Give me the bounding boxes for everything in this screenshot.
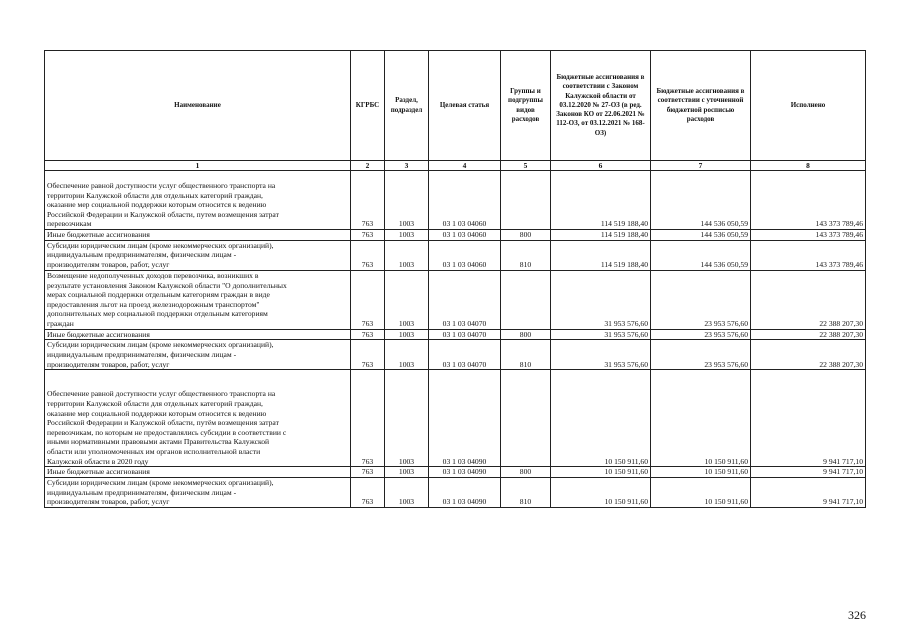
row-group	[501, 171, 551, 230]
row-group: 810	[501, 340, 551, 370]
column-number: 4	[429, 161, 501, 171]
row-law: 31 953 576,60	[551, 340, 651, 370]
row-law: 114 519 188,40	[551, 171, 651, 230]
row-section: 1003	[385, 240, 429, 270]
row-target: 03 1 03 04070	[429, 270, 501, 329]
table-row	[45, 329, 866, 340]
row-section: 1003	[385, 340, 429, 370]
column-number: 3	[385, 161, 429, 171]
row-group: 800	[501, 467, 551, 478]
row-executed: 22 388 207,30	[751, 270, 866, 329]
column-number: 1	[45, 161, 351, 171]
row-section: 1003	[385, 370, 429, 467]
table-row	[45, 270, 866, 329]
header-refined: Бюджетные ассигнования в соответствии с уточненной бюджетной росписью расходов	[651, 51, 751, 161]
row-target: 03 1 03 04060	[429, 240, 501, 270]
row-refined: 144 536 050,59	[651, 230, 751, 241]
row-refined: 23 953 576,60	[651, 329, 751, 340]
row-target: 03 1 03 04090	[429, 477, 501, 507]
table-row	[45, 477, 866, 507]
row-section: 1003	[385, 270, 429, 329]
row-kgrbs: 763	[351, 370, 385, 467]
column-number: 7	[651, 161, 751, 171]
row-executed: 22 388 207,30	[751, 340, 866, 370]
row-group: 810	[501, 477, 551, 507]
column-number-row	[45, 161, 866, 171]
column-number: 2	[351, 161, 385, 171]
row-name: Субсидии юридическим лицам (кроме некоммерческих организаций), индивидуальным предпринимателям, физическим лицам - производителям товаров, работ, услуг	[45, 340, 351, 370]
row-law: 114 519 188,40	[551, 230, 651, 241]
row-section: 1003	[385, 467, 429, 478]
row-group: 810	[501, 240, 551, 270]
row-target: 03 1 03 04070	[429, 329, 501, 340]
row-executed: 143 373 789,46	[751, 171, 866, 230]
row-refined: 23 953 576,60	[651, 270, 751, 329]
row-kgrbs: 763	[351, 477, 385, 507]
row-target: 03 1 03 04060	[429, 171, 501, 230]
row-group: 800	[501, 230, 551, 241]
row-name: Субсидии юридическим лицам (кроме некоммерческих организаций), индивидуальным предпринимателям, физическим лицам - производителям товаров, работ, услуг	[45, 240, 351, 270]
row-law: 114 519 188,40	[551, 240, 651, 270]
table-row	[45, 467, 866, 478]
row-kgrbs: 763	[351, 240, 385, 270]
header-executed: Исполнено	[751, 51, 866, 161]
row-target: 03 1 03 04090	[429, 370, 501, 467]
row-kgrbs: 763	[351, 329, 385, 340]
row-group	[501, 270, 551, 329]
row-executed: 9 941 717,10	[751, 467, 866, 478]
row-group	[501, 370, 551, 467]
row-section: 1003	[385, 230, 429, 241]
row-law: 10 150 911,60	[551, 477, 651, 507]
header-law: Бюджетные ассигнования в соответствии с Законом Калужской области от 03.12.2020 № 27-ОЗ (в ред. Законов КО от 22.06.2021 № 112-ОЗ, от 03.12.2021 № 168-ОЗ)	[551, 51, 651, 161]
row-name: Обеспечение равной доступности услуг общественного транспорта на территории Калужской области для отдельных категорий граждан, оказание мер социальной поддержки которым относится к ведению Российской Федерации и Калужской области, путем возмещения затрат перевозчикам	[45, 171, 351, 230]
row-law: 31 953 576,60	[551, 329, 651, 340]
row-target: 03 1 03 04060	[429, 230, 501, 241]
row-group: 800	[501, 329, 551, 340]
table-row	[45, 230, 866, 241]
row-target: 03 1 03 04090	[429, 467, 501, 478]
row-name: Иные бюджетные ассигнования	[45, 230, 351, 241]
row-refined: 144 536 050,59	[651, 240, 751, 270]
header-target: Целевая статья	[429, 51, 501, 161]
row-name: Возмещение недополученных доходов перевозчика, возникших в результате установления Законом Калужской области "О дополнительных мерах социальной поддержки отдельным категориям граждан в виде предоставления льгот на проезд железнодорожным транспортом" дополнительных мер социальной поддержки отдельным категориям граждан	[45, 270, 351, 329]
row-kgrbs: 763	[351, 340, 385, 370]
header-kgrbs: КГРБС	[351, 51, 385, 161]
row-name: Обеспечение равной доступности услуг общественного транспорта на территории Калужской области для отдельных категорий граждан, оказание мер социальной поддержки которым относится к ведению Российской Федерации и Калужской области, путём возмещения затрат перевозчикам, по которым не предоставлялись субсидии в соответствии с иными нормативными правовыми актами Правительства Калужской области или уполномоченных им органов исполнительной власти Калужской области в 2020 году	[45, 370, 351, 467]
table-row	[45, 340, 866, 370]
row-refined: 10 150 911,60	[651, 477, 751, 507]
header-row	[45, 51, 866, 161]
row-name: Субсидии юридическим лицам (кроме некоммерческих организаций), индивидуальным предпринимателям, физическим лицам - производителям товаров, работ, услуг	[45, 477, 351, 507]
header-name: Наименование	[45, 51, 351, 161]
header-groups: Группы и подгруппы видов расходов	[501, 51, 551, 161]
table-row	[45, 171, 866, 230]
row-law: 31 953 576,60	[551, 270, 651, 329]
row-kgrbs: 763	[351, 467, 385, 478]
row-section: 1003	[385, 171, 429, 230]
row-executed: 143 373 789,46	[751, 240, 866, 270]
row-name: Иные бюджетные ассигнования	[45, 467, 351, 478]
row-executed: 143 373 789,46	[751, 230, 866, 241]
column-number: 5	[501, 161, 551, 171]
row-name: Иные бюджетные ассигнования	[45, 329, 351, 340]
table-row	[45, 370, 866, 467]
row-refined: 10 150 911,60	[651, 370, 751, 467]
header-section: Раздел, подраздел	[385, 51, 429, 161]
row-refined: 10 150 911,60	[651, 467, 751, 478]
row-section: 1003	[385, 329, 429, 340]
column-number: 8	[751, 161, 866, 171]
budget-table	[44, 50, 866, 508]
row-target: 03 1 03 04070	[429, 340, 501, 370]
row-law: 10 150 911,60	[551, 467, 651, 478]
row-law: 10 150 911,60	[551, 370, 651, 467]
row-refined: 144 536 050,59	[651, 171, 751, 230]
row-refined: 23 953 576,60	[651, 340, 751, 370]
row-kgrbs: 763	[351, 270, 385, 329]
row-executed: 9 941 717,10	[751, 370, 866, 467]
row-section: 1003	[385, 477, 429, 507]
column-number: 6	[551, 161, 651, 171]
row-kgrbs: 763	[351, 230, 385, 241]
page-number: 326	[848, 608, 866, 622]
row-executed: 22 388 207,30	[751, 329, 866, 340]
row-kgrbs: 763	[351, 171, 385, 230]
table-row	[45, 240, 866, 270]
row-executed: 9 941 717,10	[751, 477, 866, 507]
